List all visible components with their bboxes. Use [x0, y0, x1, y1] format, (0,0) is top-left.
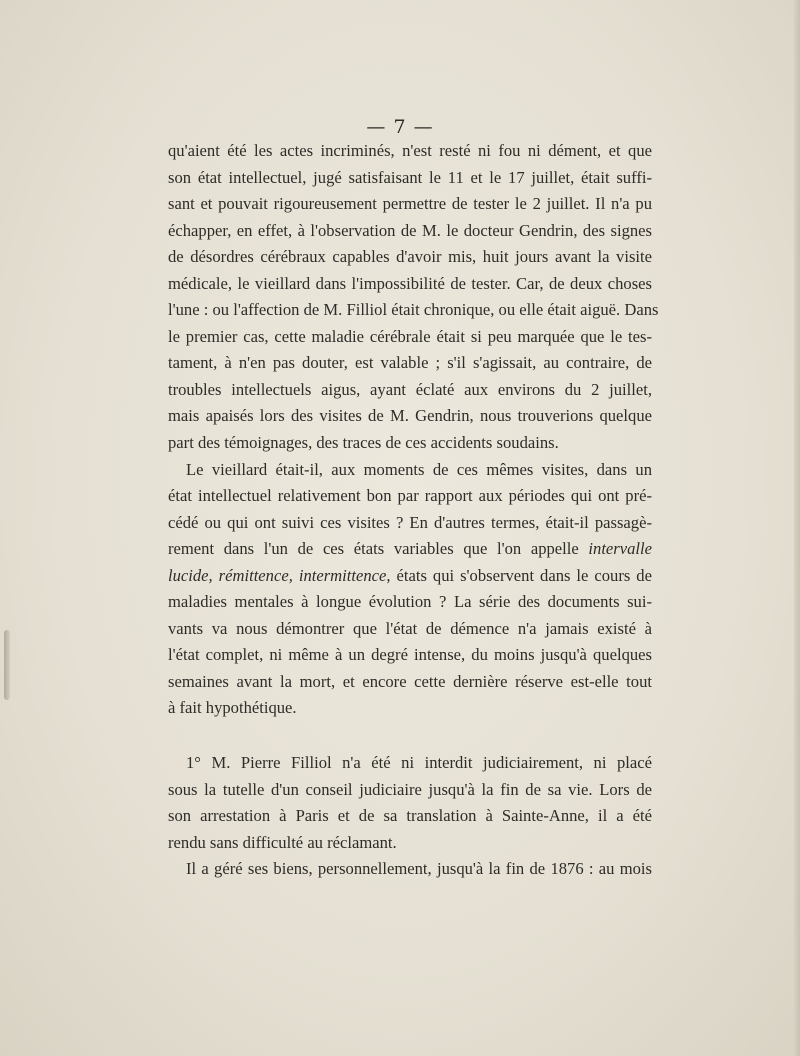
page-edge	[794, 0, 800, 1056]
text-fragment: états qui s'observent dans le cours de	[396, 565, 652, 585]
text-line: vants va nous démontrer que l'état de démence n'a jamais existé à	[168, 618, 652, 638]
page-number: — 7 —	[366, 116, 434, 138]
text-line: semaines avant la mort, et encore cette dernière réserve est-elle tout	[168, 671, 652, 691]
italic-term: intervalle	[588, 539, 652, 559]
text-line: son arrestation à Paris et de sa translation à Sainte-Anne, il a été	[168, 806, 652, 826]
text-line: troubles intellectuels aigus, ayant éclaté aux environs du 2 juillet,	[168, 379, 652, 399]
text-line: à fait hypothétique.	[168, 698, 297, 718]
text-line: Le vieillard était-il, aux moments de ces mêmes visites, dans un	[186, 459, 652, 479]
text-line: médicale, le vieillard dans l'impossibilité de tester. Car, de deux choses	[168, 273, 652, 293]
text-line: de désordres cérébraux capables d'avoir mis, huit jours avant la visite	[168, 247, 652, 267]
paragraph-1	[168, 138, 659, 457]
binding-shadow	[4, 630, 10, 700]
text-line: 1° M. Pierre Filliol n'a été ni interdit judiciairement, ni placé	[186, 753, 652, 773]
paragraph-2	[168, 457, 652, 722]
text-fragment: rement dans l'un de ces états variables que l'on appelle	[168, 539, 579, 559]
text-line: qu'aient été les actes incriminés, n'est resté ni fou ni dément, et que	[168, 141, 652, 160]
text-line: sous la tutelle d'un conseil judiciaire jusqu'à la fin de sa vie. Lors de	[168, 779, 652, 799]
text-line	[168, 536, 652, 563]
text-line: l'état complet, ni même à un degré intense, du moins jusqu'à quelques	[168, 645, 652, 665]
body-text	[168, 138, 659, 883]
text-line: rendu sans difficulté au réclamant.	[168, 832, 397, 852]
paragraph-4	[168, 856, 652, 883]
text-line: cédé ou qui ont suivi ces visites ? En d'autres termes, était-il passagè-	[168, 512, 652, 532]
text-line	[168, 563, 652, 590]
text-line: maladies mentales à longue évolution ? La série des documents sui-	[168, 592, 652, 612]
text-line: Il a géré ses biens, personnellement, jusqu'à la fin de 1876 : au mois	[186, 859, 652, 879]
italic-term: lucide, rémittence, intermittence,	[168, 565, 391, 585]
text-line: son état intellectuel, jugé satisfaisant le 11 et le 17 juillet, était suffi-	[168, 167, 652, 187]
text-line: mais apaisés lors des visites de M. Gendrin, nous trouverions quelque	[168, 406, 652, 426]
text-line: le premier cas, cette maladie cérébrale était si peu marquée que le tes-	[168, 326, 652, 346]
text-line: sant et pouvait rigoureusement permettre de tester le 2 juillet. Il n'a pu	[168, 194, 652, 214]
text-line: part des témoignages, des traces de ces accidents soudains.	[168, 433, 559, 453]
text-line: état intellectuel relativement bon par rapport aux périodes qui ont pré-	[168, 486, 652, 506]
text-line: l'une : ou l'affection de M. Filliol était chronique, ou elle était aiguë. Dans	[168, 300, 659, 320]
text-line: tament, à n'en pas douter, est valable ; s'il s'agissait, au contraire, de	[168, 353, 652, 373]
text-line: échapper, en effet, à l'observation de M. le docteur Gendrin, des signes	[168, 220, 652, 240]
paragraph-3	[168, 750, 652, 856]
